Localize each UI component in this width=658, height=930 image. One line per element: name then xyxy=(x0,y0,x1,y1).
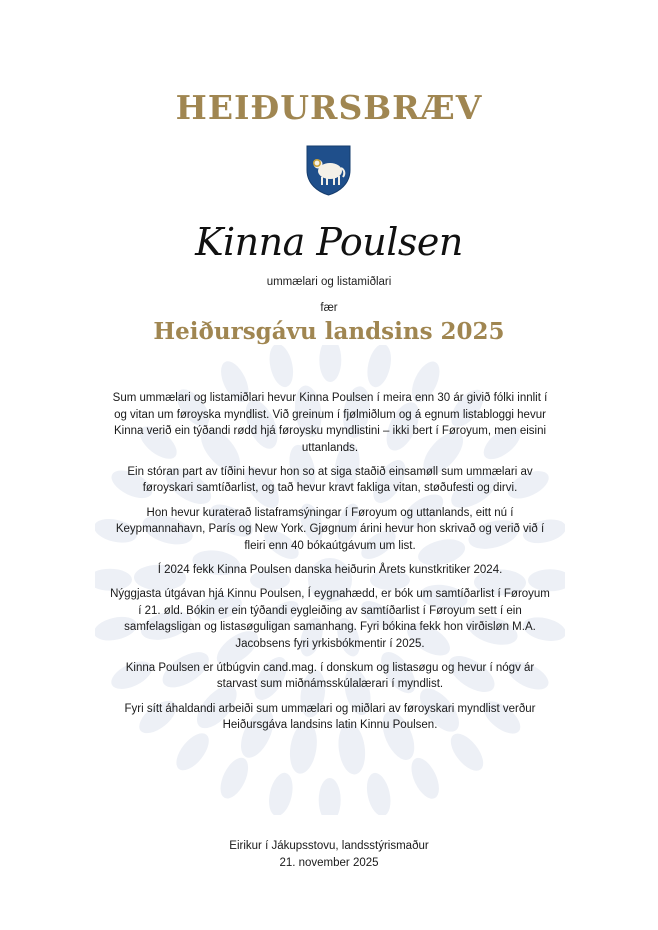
citation-paragraph: Kinna Poulsen er útbúgvin cand.mag. í donskum og listasøgu og hevur í nógv ár starvast sum miðnámsskúlalærari í myndlist. xyxy=(125,661,535,691)
watermark-petal xyxy=(319,345,341,382)
watermark-petal xyxy=(266,345,297,389)
faroe-ram-coat-of-arms-icon xyxy=(305,144,352,196)
citation-paragraph: Í 2024 fekk Kinna Poulsen danska heiðurin Årets kunstkritiker 2024. xyxy=(157,563,503,576)
recipient-name: Kinna Poulsen xyxy=(195,220,463,264)
watermark-petal xyxy=(215,754,254,803)
watermark-petal xyxy=(406,754,445,803)
citation-paragraph: Nýggjasta útgávan hjá Kinnu Poulsen, Í eygnahædd, er bók um samtíðarlist í Føroyum í 21. øld. Bókin er ein týðandi eygleiðing av samtíðarlist í Føroyum sett í ein samfelagsligan og listasøguligan samanhang. Fyri bókina fekk hon virðisløn M.A. Jacobsens fyri yrkisbókmentir í 2025. xyxy=(110,587,550,650)
watermark-petal xyxy=(319,778,341,815)
citation-paragraph: Hon hevur kuraterað listaframsýningar í Føroyum og uttanlands, eitt nú í Keypmannahavn, París og New York. Gjøgnum árini hevur hon skrivað og verið við í fleiri enn 40 bókaútgávum um list. xyxy=(115,506,545,552)
certificate-title: HEIÐURSBRÆV xyxy=(175,88,483,127)
award-title: Heiðursgávu landsins 2025 xyxy=(153,318,505,345)
citation-body xyxy=(110,390,550,741)
signature-block xyxy=(0,838,658,872)
signature-date: 21. november 2025 xyxy=(279,857,379,869)
recipient-role: ummælari og listamiðlari xyxy=(266,276,392,288)
receives-label: fær xyxy=(320,302,338,314)
citation-paragraph: Sum ummælari og listamiðlari hevur Kinna Poulsen í meira enn 30 ár givið fólki innlit í og vitan um føroyska myndlist. Við greinum í fjølmiðlum og á egnum listabloggi hevur Kinna verið ein týðandi rødd hjá føroysku myndlistini – ikki bert í Føroyum, men eisini uttanlands. xyxy=(112,392,548,454)
citation-paragraph: Fyri sítt áhaldandi arbeiði sum ummælari og miðlari av føroyskari myndlist verður Heiðursgáva landsins latin Kinnu Poulsen. xyxy=(124,702,536,732)
signatory-line: Eirikur í Jákupsstovu, landsstýrismaður xyxy=(229,840,429,852)
citation-paragraph: Ein stóran part av tíðini hevur hon so at siga staðið einsamøll sum ummælari av føroyskari samtíðarlist, og tað hevur kravt fakliga vitan, støðufesti og dirvi. xyxy=(127,465,533,495)
watermark-petal xyxy=(363,771,394,815)
watermark-petal xyxy=(265,770,296,815)
watermark-petal xyxy=(364,345,395,390)
